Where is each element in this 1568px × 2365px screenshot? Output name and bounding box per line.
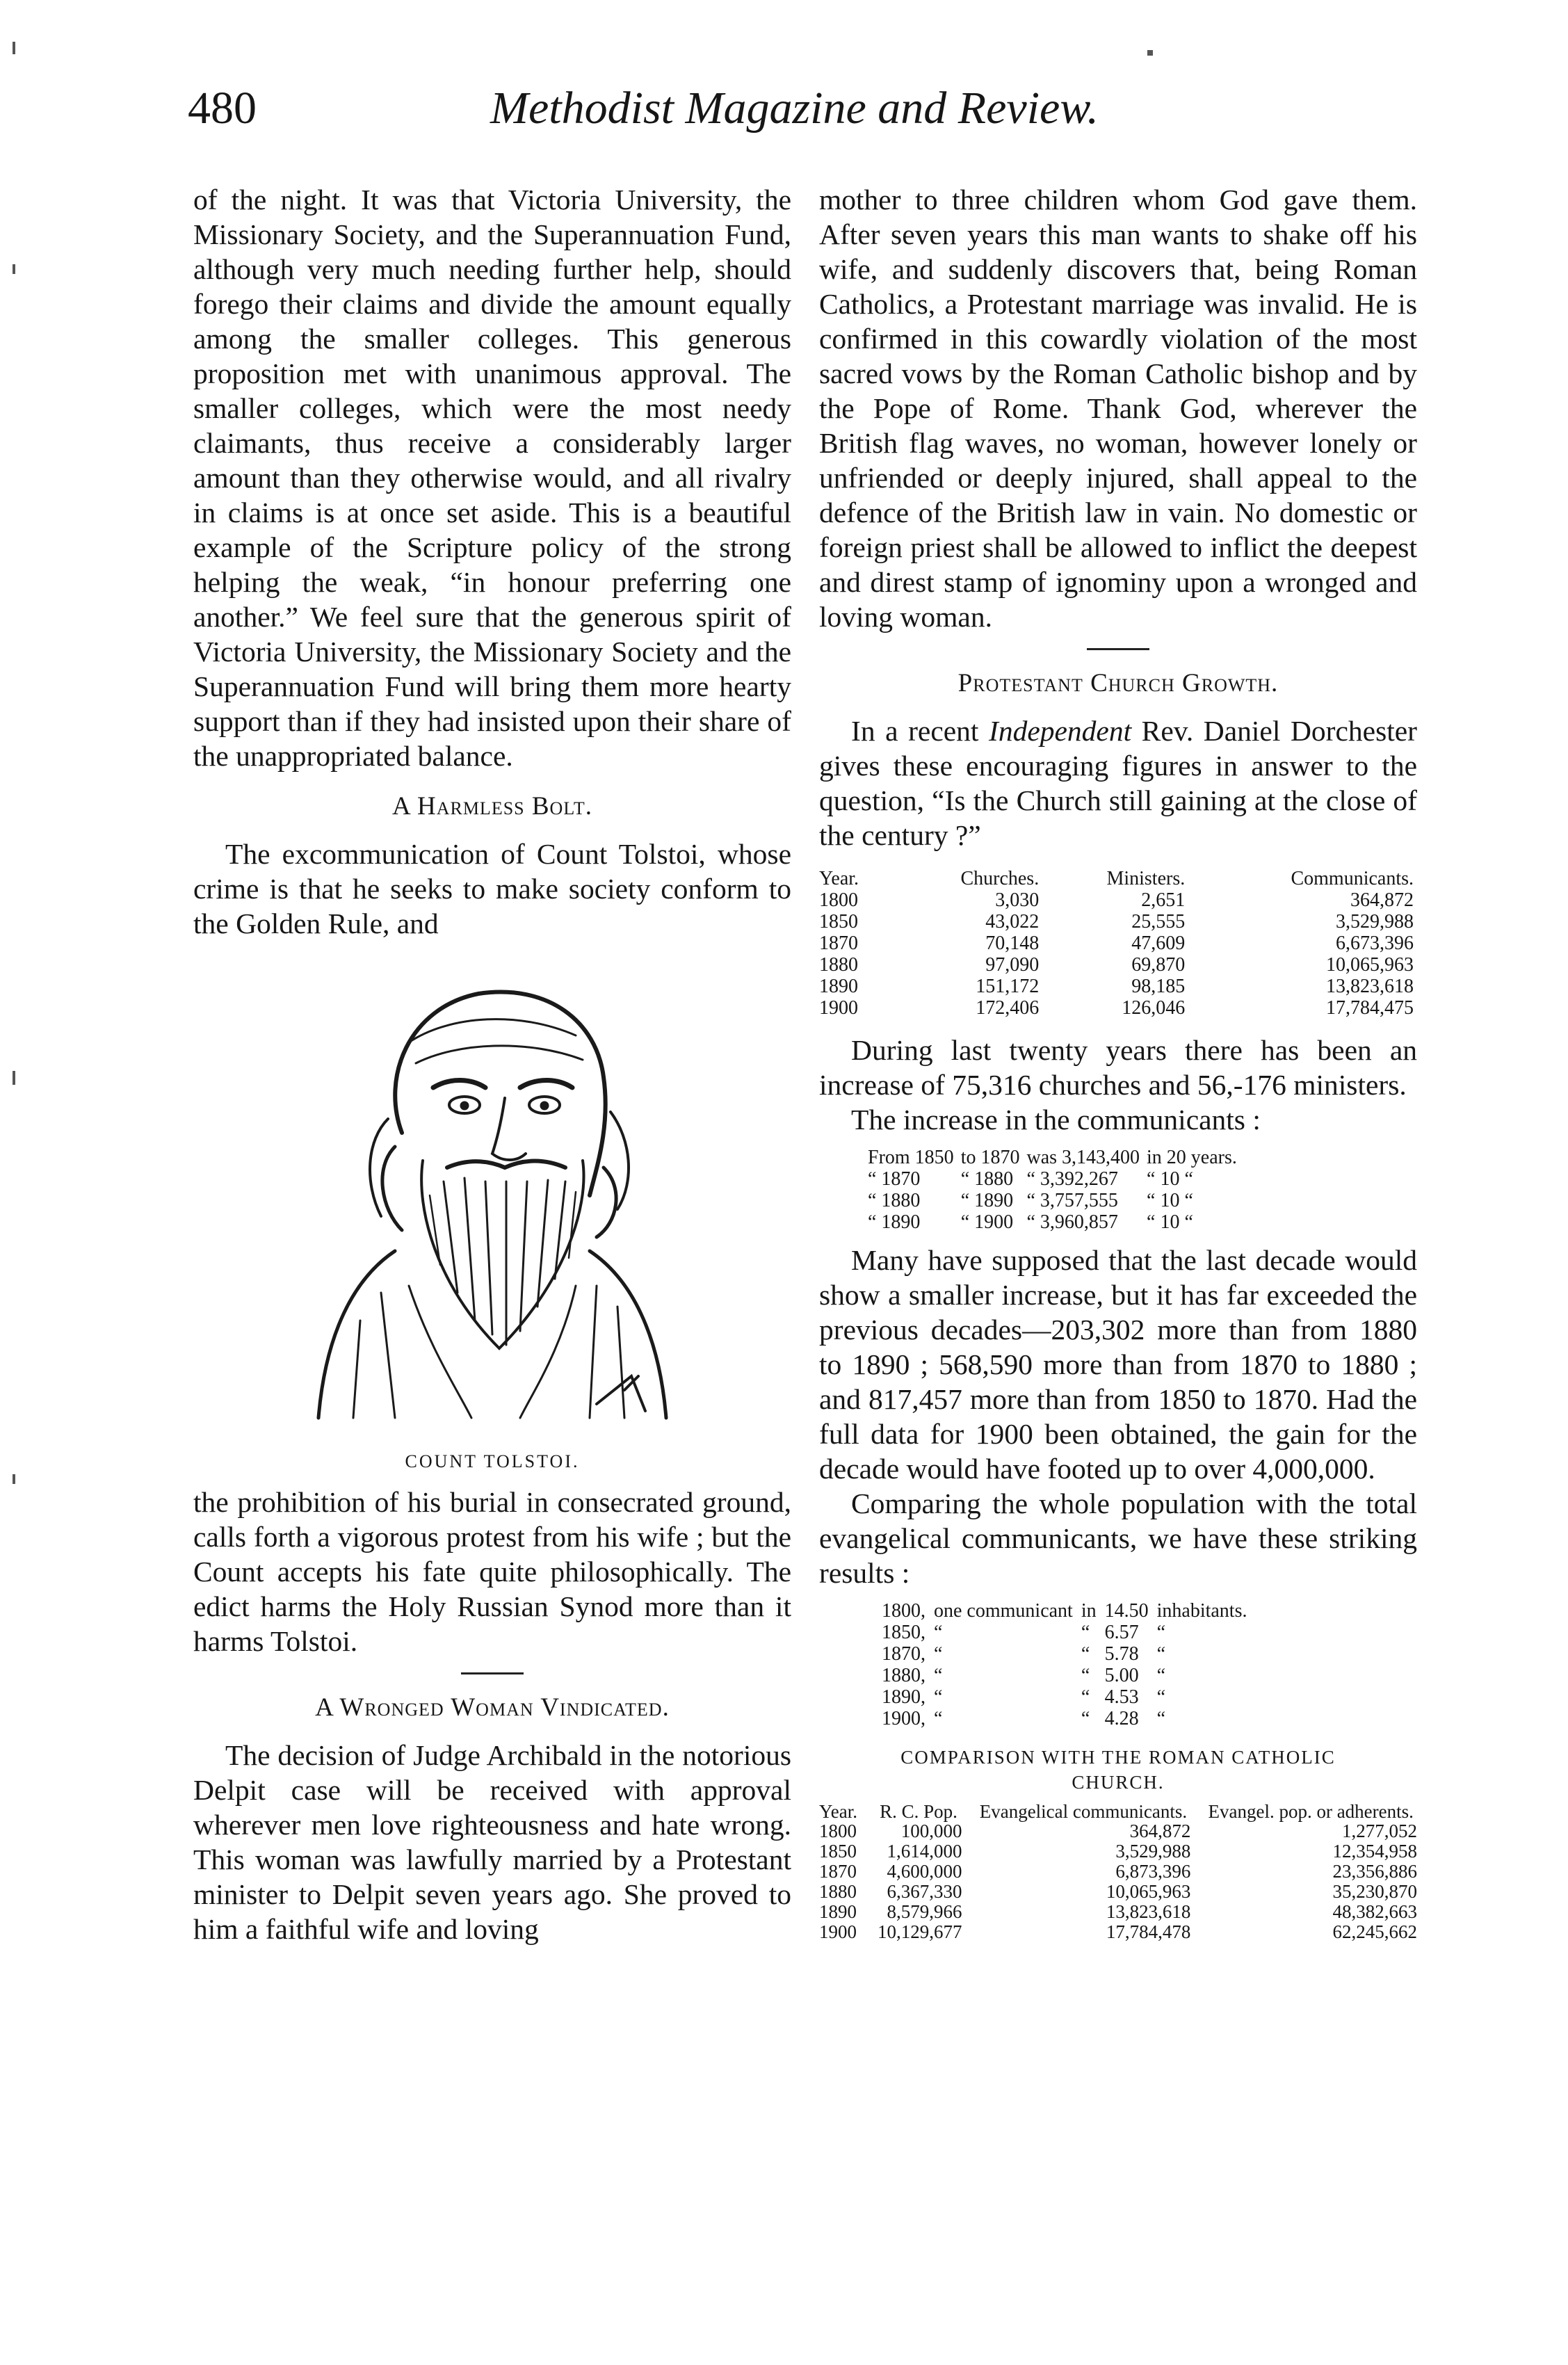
increase-cell: “ 10 “: [1147, 1190, 1193, 1211]
scan-speck: [1147, 50, 1153, 56]
comparison-row: [819, 1902, 1424, 1922]
increase-cell: “ 3,960,857: [1026, 1211, 1118, 1233]
ratio-row: [882, 1643, 1255, 1665]
increase-cell: “ 1890: [960, 1190, 1014, 1211]
growth-cell: 98,185: [1131, 976, 1186, 997]
ratio-cell: 4.28: [1104, 1708, 1139, 1729]
growth-cell: 3,030: [995, 889, 1040, 911]
comparison-cell: 4,600,000: [887, 1861, 962, 1882]
paragraph: During last twenty years there has been an increase of 75,316 churches and 56,-176 ministers.: [819, 1034, 1417, 1101]
growth-cell: 172,406: [976, 997, 1040, 1019]
scan-margin-mark: [13, 1474, 15, 1484]
paragraph: Many have supposed that the last decade would show a smaller increase, but it has far exceeded the previous decades—203,302 more than from 1880 to 1890 ; 568,590 more than from 1870 to 1880 ; and 817,457 more than from 1850 to 1870. Had the full data for 1900 been obtained, the gain for the decade would have footed up to over 4,000,000.: [819, 1244, 1417, 1485]
ratio-cell: “: [1081, 1686, 1090, 1708]
growth-row: [819, 997, 1414, 1019]
ratio-cell: one communicant: [934, 1600, 1073, 1622]
increase-row: [868, 1168, 1244, 1190]
ratio-cell: 1880,: [882, 1665, 926, 1686]
ratio-cell: 1890,: [882, 1686, 926, 1708]
comparison-cell: 62,245,662: [1332, 1921, 1417, 1942]
comparison-cell: 48,382,663: [1332, 1901, 1417, 1922]
growth-cell: 17,784,475: [1326, 997, 1414, 1019]
comparison-heading-line: COMPARISON WITH THE ROMAN CATHOLIC: [900, 1747, 1336, 1768]
ratio-cell: 5.00: [1104, 1665, 1139, 1686]
growth-row: [819, 976, 1414, 997]
comparison-row: [819, 1922, 1424, 1942]
ratio-row: [882, 1622, 1255, 1643]
paragraph: Comparing the whole population with the total evangelical communicants, we have these striking results :: [819, 1487, 1417, 1589]
growth-cell: 2,651: [1141, 889, 1186, 911]
scan-margin-mark: [13, 264, 15, 274]
comparison-cell: 35,230,870: [1332, 1881, 1417, 1902]
comparison-cell: 100,000: [900, 1821, 962, 1841]
increase-row: [868, 1211, 1244, 1233]
increase-cell: was 3,143,400: [1026, 1147, 1140, 1168]
growth-cell: 47,609: [1131, 933, 1186, 954]
ratio-cell: 1800,: [882, 1600, 926, 1622]
growth-cell: 1800: [819, 889, 858, 911]
paragraph-text: In a recent: [851, 715, 989, 747]
ratio-cell: 1850,: [882, 1622, 926, 1643]
section-heading: Protestant Church Growth.: [957, 669, 1279, 697]
growth-header: Communicants.: [1291, 868, 1414, 889]
ratio-cell: “: [1081, 1622, 1090, 1643]
section-heading: A Harmless Bolt.: [392, 792, 592, 821]
page-number: 480: [188, 83, 257, 134]
growth-cell: 1870: [819, 933, 858, 954]
growth-cell: 1890: [819, 976, 858, 997]
growth-row: [819, 889, 1414, 911]
ratio-cell: “: [1081, 1708, 1090, 1729]
growth-row: [819, 911, 1414, 933]
paragraph: mother to three children whom God gave them. After seven years this man wants to shake off his wife, and suddenly discovers that, being Roman Catholics, a Protestant marriage was invalid. He is confirmed in this cowardly violation of the most sacred vows by the Roman Catholic bishop and by the Pope of Rome. Thank God, wherever the British flag waves, no woman, however lonely or unfriended or deeply injured, shall appeal to the defence of the British law in vain. No domestic or foreign priest shall be allowed to inflict the deepest and direst stamp of ignominy upon a wronged and loving woman.: [819, 184, 1417, 633]
comparison-cell: 1890: [819, 1901, 857, 1922]
ratio-row: [882, 1708, 1255, 1729]
ratio-cell: inhabitants.: [1156, 1600, 1247, 1622]
growth-cell: 13,823,618: [1326, 976, 1414, 997]
ratio-row: [882, 1665, 1255, 1686]
comparison-cell: 6,367,330: [887, 1881, 962, 1902]
growth-cell: 25,555: [1131, 911, 1186, 933]
paragraph: The increase in the communicants :: [851, 1104, 1261, 1136]
scan-margin-mark: [13, 42, 15, 54]
ratio-cell: 5.78: [1104, 1643, 1139, 1665]
ratio-row: [882, 1600, 1255, 1622]
comparison-cell: 1800: [819, 1821, 857, 1841]
ratio-cell: “: [1156, 1622, 1166, 1643]
comparison-header: Year.: [819, 1801, 858, 1822]
increase-cell: to 1870: [960, 1147, 1020, 1168]
ratio-cell: 4.53: [1104, 1686, 1139, 1708]
increase-cell: “ 1900: [960, 1211, 1014, 1233]
growth-cell: 126,046: [1122, 997, 1186, 1019]
comparison-cell: 364,872: [1129, 1821, 1191, 1841]
growth-cell: 1900: [819, 997, 858, 1019]
comparison-cell: 8,579,966: [887, 1901, 962, 1922]
comparison-row: [819, 1882, 1424, 1902]
comparison-cell: 10,129,677: [877, 1921, 962, 1942]
growth-cell: 1850: [819, 911, 858, 933]
communicant-increase-table: [868, 1147, 1244, 1233]
ratio-cell: “: [1156, 1665, 1166, 1686]
comparison-cell: 1850: [819, 1841, 857, 1862]
growth-row: [819, 933, 1414, 954]
comparison-row: [819, 1821, 1424, 1841]
roman-catholic-comparison-table: [819, 1802, 1424, 1942]
comparison-heading-line: CHURCH.: [1072, 1772, 1165, 1793]
church-growth-table: [819, 868, 1414, 1019]
comparison-header: R. C. Pop.: [880, 1801, 957, 1822]
population-ratio-table: [882, 1600, 1255, 1729]
scan-margin-mark: [13, 1071, 15, 1085]
comparison-cell: 6,873,396: [1115, 1861, 1191, 1882]
comparison-cell: 10,065,963: [1106, 1881, 1191, 1902]
growth-header: Ministers.: [1106, 868, 1186, 889]
growth-cell: 1880: [819, 954, 858, 976]
increase-cell: “ 1880: [960, 1168, 1014, 1190]
ratio-cell: “: [1081, 1643, 1090, 1665]
right-column: [819, 182, 1417, 1942]
comparison-cell: 17,784,478: [1106, 1921, 1191, 1942]
growth-cell: 70,148: [985, 933, 1040, 954]
growth-cell: 43,022: [985, 911, 1040, 933]
ratio-row: [882, 1686, 1255, 1708]
increase-cell: “ 1870: [868, 1168, 921, 1190]
growth-cell: 364,872: [1350, 889, 1414, 911]
ratio-cell: in: [1081, 1600, 1097, 1622]
ratio-cell: “: [1156, 1708, 1166, 1729]
comparison-cell: 1,277,052: [1342, 1821, 1417, 1841]
page-header: [188, 82, 1401, 145]
increase-cell: From 1850: [868, 1147, 954, 1168]
increase-cell: “ 1890: [868, 1211, 921, 1233]
paragraph: of the night. It was that Victoria University, the Missionary Society, and the Superannuation Fund, although very much needing further help, should forego their claims and divide the amount equally among the smaller colleges. This generous proposition met with unanimous approval. The smaller colleges, which were the most needy claimants, thus receive a considerably larger amount than they otherwise would, and all rivalry in claims is at once set aside. This is a beautiful example of the Scripture policy of the strong helping the weak, “in honour preferring one another.” We feel sure that the generous spirit of Victoria University, the Missionary Society and the Superannuation Fund will bring them more hearty support than if they had insisted upon their share of the unappropriated balance.: [193, 184, 791, 772]
comparison-cell: 12,354,958: [1332, 1841, 1417, 1862]
ratio-cell: “: [934, 1622, 943, 1643]
growth-cell: 10,065,963: [1326, 954, 1414, 976]
paragraph: [819, 713, 1417, 853]
comparison-cell: 1,614,000: [887, 1841, 962, 1862]
portrait-caption: COUNT TOLSTOI.: [405, 1451, 580, 1471]
section-divider: [1087, 648, 1149, 650]
ratio-cell: 14.50: [1104, 1600, 1149, 1622]
running-head: Methodist Magazine and Review.: [490, 83, 1099, 134]
section-heading: A Wronged Woman Vindicated.: [315, 1693, 670, 1722]
comparison-row: [819, 1841, 1424, 1862]
ratio-cell: “: [934, 1686, 943, 1708]
comparison-cell: 23,356,886: [1332, 1861, 1417, 1882]
growth-cell: 3,529,988: [1336, 911, 1414, 933]
left-column: [193, 182, 791, 1946]
increase-cell: in 20 years.: [1147, 1147, 1237, 1168]
publication-title: Independent: [989, 715, 1132, 747]
section-divider: [461, 1672, 524, 1674]
comparison-cell: 1900: [819, 1921, 857, 1942]
growth-cell: 151,172: [976, 976, 1040, 997]
comparison-row: [819, 1862, 1424, 1882]
comparison-cell: 13,823,618: [1106, 1901, 1191, 1922]
ratio-cell: “: [1156, 1686, 1166, 1708]
growth-header: Churches.: [960, 868, 1040, 889]
growth-cell: 69,870: [1131, 954, 1186, 976]
comparison-cell: 1870: [819, 1861, 857, 1882]
comparison-cell: 1880: [819, 1881, 857, 1902]
increase-cell: “ 10 “: [1147, 1168, 1193, 1190]
paragraph: The decision of Judge Archibald in the notorious Delpit case will be received with approval wherever men love righteousness and hate wrong. This woman was lawfully married by a Protestant minister to Delpit seven years ago. She proved to him a faithful wife and loving: [193, 1739, 791, 1945]
growth-cell: 6,673,396: [1336, 933, 1414, 954]
ratio-cell: 1900,: [882, 1708, 926, 1729]
comparison-heading: [819, 1745, 1417, 1795]
comparison-header: Evangelical communicants.: [979, 1801, 1188, 1822]
increase-cell: “ 10 “: [1147, 1211, 1193, 1233]
ratio-cell: 1870,: [882, 1643, 926, 1665]
paragraph: the prohibition of his burial in consecrated ground, calls forth a vigorous protest from his wife ; but the Count accepts his fate quite philosophically. The edict harms the Holy Russian Synod more than it harms Tolstoi.: [193, 1486, 791, 1657]
increase-row: [868, 1190, 1244, 1211]
ratio-cell: “: [934, 1643, 943, 1665]
ratio-cell: “: [1156, 1643, 1166, 1665]
increase-row: [868, 1147, 1244, 1168]
growth-row: [819, 954, 1414, 976]
increase-cell: “ 1880: [868, 1190, 921, 1211]
increase-cell: “ 3,757,555: [1026, 1190, 1118, 1211]
ratio-cell: “: [934, 1708, 943, 1729]
ratio-cell: “: [1081, 1665, 1090, 1686]
growth-cell: 97,090: [985, 954, 1040, 976]
ratio-cell: 6.57: [1104, 1622, 1139, 1643]
comparison-cell: 3,529,988: [1115, 1841, 1191, 1862]
increase-cell: “ 3,392,267: [1026, 1168, 1118, 1190]
ratio-cell: “: [934, 1665, 943, 1686]
tolstoi-portrait-illustration: [298, 959, 687, 1439]
growth-header: Year.: [819, 868, 859, 889]
paragraph: The excommunication of Count Tolstoi, whose crime is that he seeks to make society conform to the Golden Rule, and: [193, 838, 791, 939]
paragraph-text: Rev. Daniel Dorchester gives these encouraging figures in answer to the question, “Is the Church still gaining at the close of the century ?”: [819, 715, 1417, 851]
comparison-header: Evangel. pop. or adherents.: [1208, 1801, 1414, 1822]
